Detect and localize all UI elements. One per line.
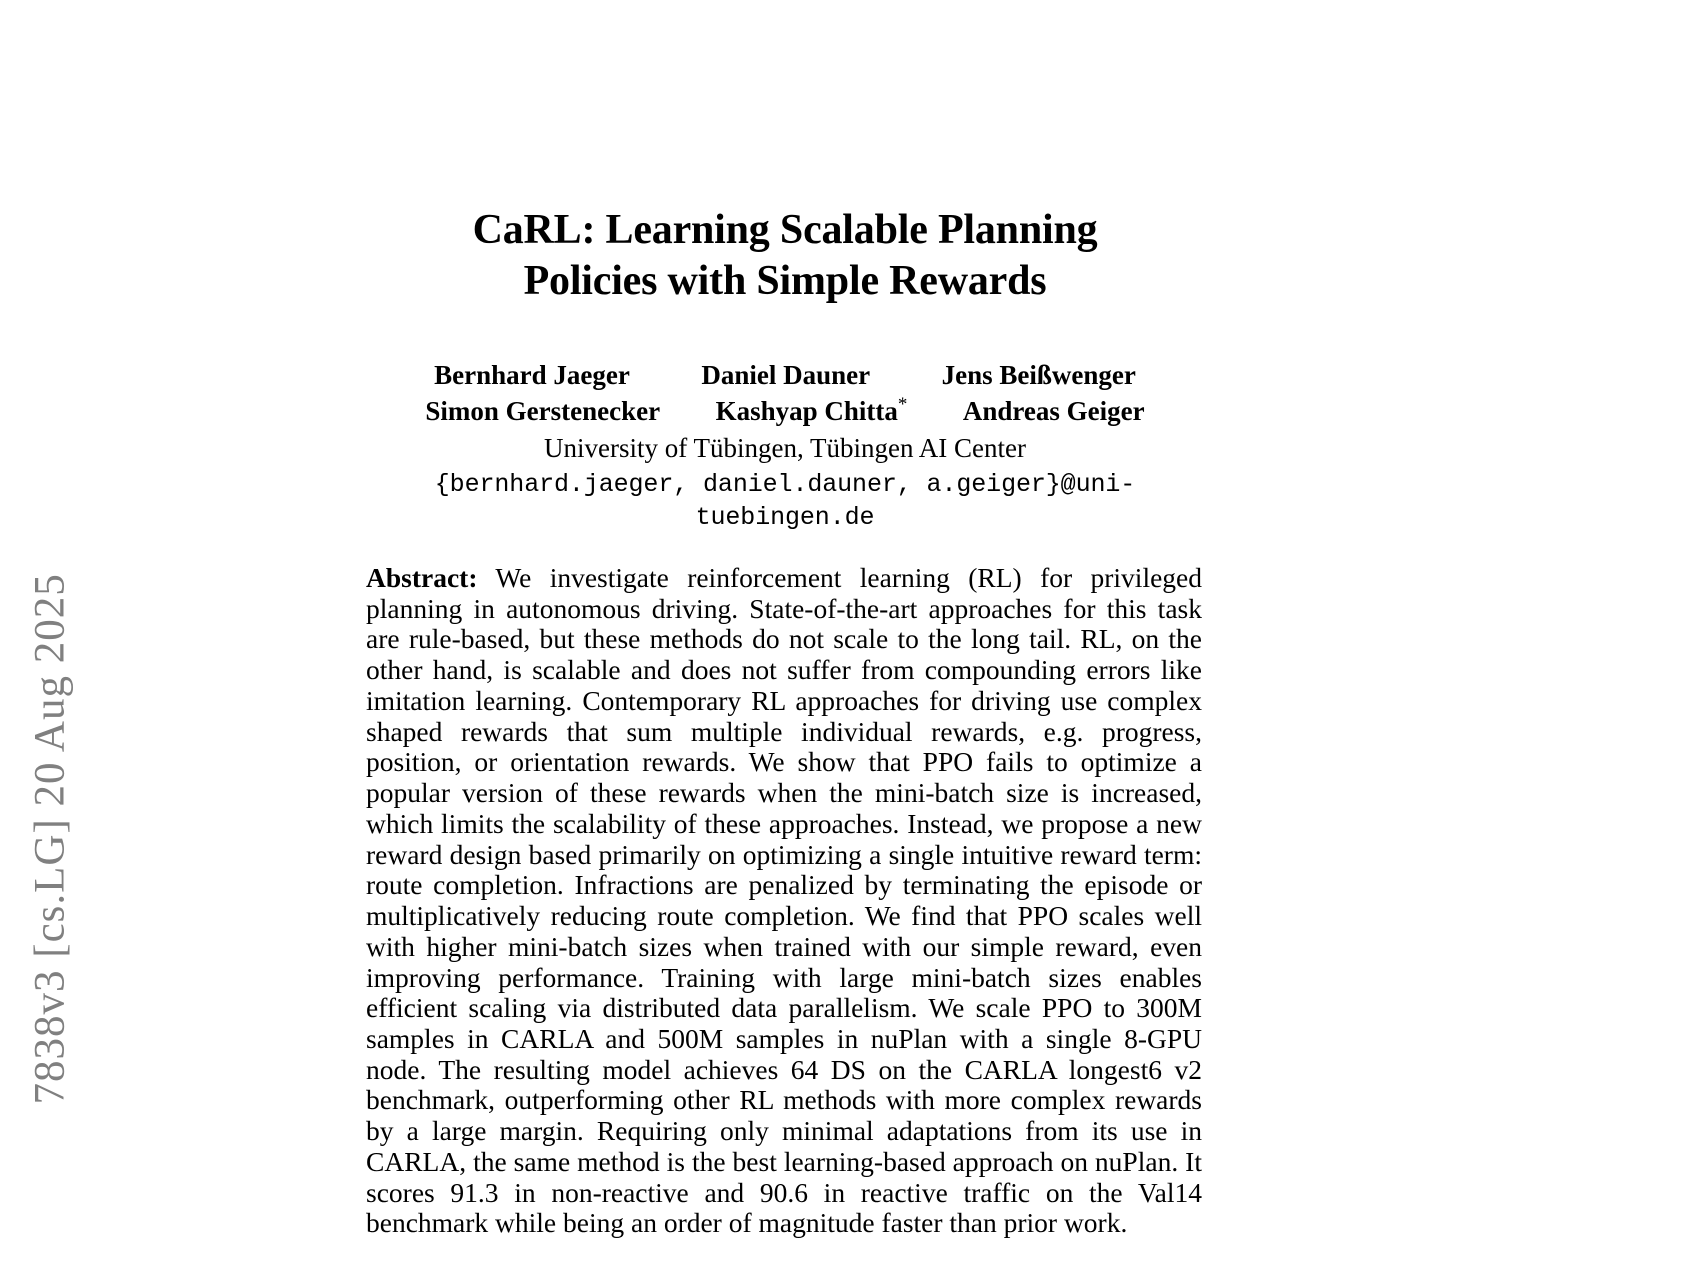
author-andreas-geiger: Andreas Geiger xyxy=(962,395,1145,426)
author-row-2 xyxy=(365,393,1205,429)
page-title xyxy=(365,205,1205,307)
author-row-1 xyxy=(365,358,1205,393)
author-jens-beisswenger: Jens Beißwenger xyxy=(941,360,1136,390)
corresponding-author-marker: * xyxy=(897,393,908,415)
author-daniel-dauner: Daniel Dauner xyxy=(701,360,871,390)
title-block xyxy=(365,205,1205,307)
abstract-body: We investigate reinforcement learning (RL) for privileged planning in autonomous driving. State-of-the-art approaches for this task are rule-based, but these methods do not scale to the long tail. RL, on the other hand, is scalable and does not suffer from compounding errors like imitation learning. Contemporary RL approaches for driving use complex shaped rewards that sum multiple individual rewards, e.g. progress, position, or orientation rewards. We show that PPO fails to optimize a popular version of these rewards when the mini-batch size is increased, which limits the scalability of these approaches. Instead, we propose a new reward design based primarily on optimizing a single intuitive reward term: route completion. Infractions are penalized by terminating the episode or multiplicatively reducing route completion. We find that PPO scales well with higher mini-batch sizes when trained with our simple reward, even improving performance. Training with large mini-batch sizes enables efficient scaling via distributed data parallelism. We scale PPO to 300M samples in CARLA and 500M samples in nuPlan with a single 8-GPU node. The resulting model achieves 64 DS on the CARLA longest6 v2 benchmark, outperforming other RL methods with more complex rewards by a large margin. Requiring only minimal adaptations from its use in CARLA, the same method is the best learning-based approach on nuPlan. It scores 91.3 in non-reactive and 90.6 in reactive traffic on the Val14 benchmark while being an order of magnitude faster than prior work. xyxy=(366,562,1202,1239)
affiliation-line: University of Tübingen, Tübingen AI Center xyxy=(544,433,1026,464)
authors-block xyxy=(365,358,1205,534)
abstract-paragraph xyxy=(366,563,1202,1239)
author-kashyap-chitta: Kashyap Chitta xyxy=(715,395,898,426)
arxiv-identifier-stamp: 7838v3 [cs.LG] 20 Aug 2025 xyxy=(26,573,74,1105)
paper-title-line-1: CaRL: Learning Scalable Planning xyxy=(472,207,1098,253)
abstract-block xyxy=(366,563,1202,1239)
author-simon-gerstenecker: Simon Gerstenecker xyxy=(425,395,661,426)
author-bernhard-jaeger: Bernhard Jaeger xyxy=(434,360,630,390)
abstract-label: Abstract: xyxy=(366,562,478,593)
paper-title-line-2: Policies with Simple Rewards xyxy=(523,258,1047,305)
author-emails: {bernhard.jaeger, daniel.dauner, a.geiger}@uni-tuebingen.de xyxy=(434,470,1136,532)
